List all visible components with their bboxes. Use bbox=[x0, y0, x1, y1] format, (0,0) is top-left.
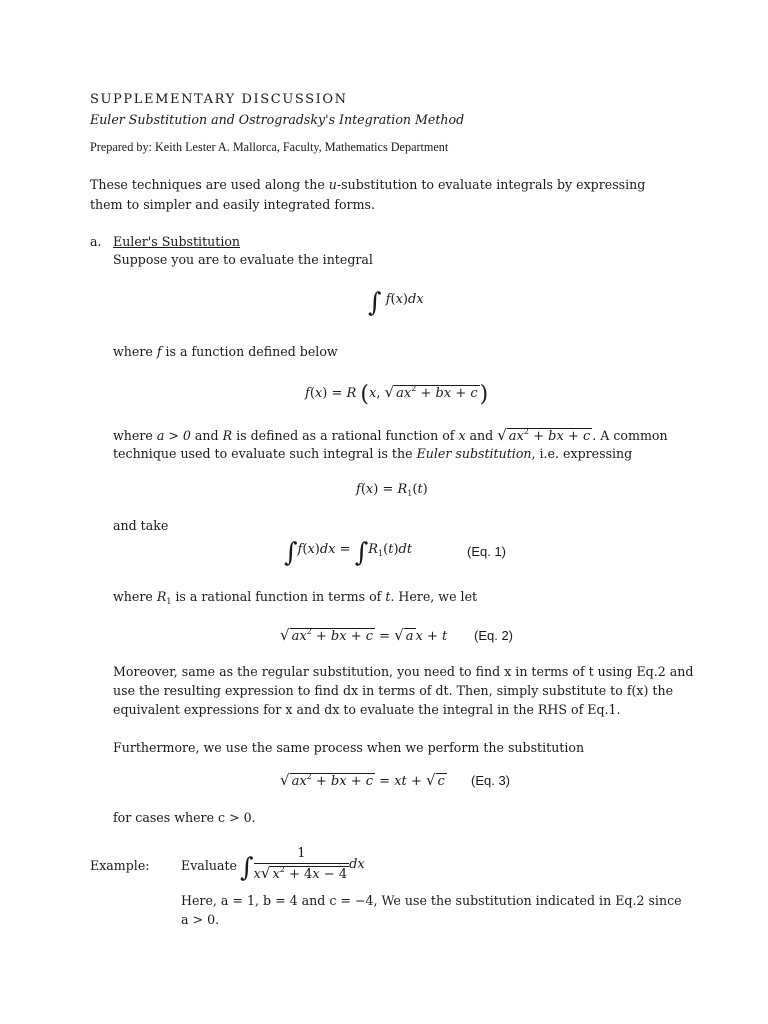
paragraph-where-r1: where $R_1$ is a rational function in terms of t. Here, we let bbox=[113, 589, 478, 606]
equation-1-tag: (Eq. 1) bbox=[467, 544, 507, 559]
section-heading: Euler's Substitution bbox=[113, 234, 241, 249]
equation-integral: ∫ f(x)dx bbox=[368, 288, 424, 318]
paragraph-moreover-line2: use the resulting expression to find dx in terms of dt. Then, simply substitute to f(x) the bbox=[113, 683, 674, 698]
paragraph-and-take: and take bbox=[113, 518, 169, 533]
example-here-line1: Here, a = 1, b = 4 and c = −4, We use the substitution indicated in Eq.2 since bbox=[181, 893, 682, 908]
paragraph-moreover-line1: Moreover, same as the regular substitution, you need to find x in terms of t using Eq.2 and bbox=[113, 664, 694, 679]
example-fraction-numerator: 1 bbox=[254, 845, 350, 864]
example-evaluate-label: Evaluate bbox=[181, 858, 237, 873]
equation-f-definition: f(x) = R (x, √ $ax^2$ + bx + c) bbox=[305, 382, 489, 407]
example-here-line2: a > 0. bbox=[181, 912, 220, 927]
example-label: Example: bbox=[90, 858, 150, 873]
paragraph-cases: for cases where c > 0. bbox=[113, 810, 256, 825]
paragraph-where-a-line2: technique used to evaluate such integral is the Euler substitution, i.e. expressing bbox=[113, 446, 633, 461]
equation-3-tag: (Eq. 3) bbox=[471, 773, 511, 788]
page-subtitle: Euler Substitution and Ostrogradsky's Integration Method bbox=[90, 112, 465, 127]
paragraph-suppose: Suppose you are to evaluate the integral bbox=[113, 252, 373, 267]
paragraph-where-a-line1: where a > 0 and R is defined as a rational function of x and √ $ax^2$ + bx + c . A common bbox=[113, 425, 668, 447]
author-line: Prepared by: Keith Lester A. Mallorca, Faculty, Mathematics Department bbox=[90, 140, 449, 154]
paragraph-where-f: where f is a function defined below bbox=[113, 344, 338, 359]
equation-3: √ $ax^2$ + bx + c = xt + √ c bbox=[280, 771, 445, 789]
intro-paragraph: These techniques are used along the u-substitution to evaluate integrals by expressing them to simpler and easily integrated forms. bbox=[90, 177, 646, 212]
equation-f-equals-r1: $f(x) = R_1(t)$ bbox=[356, 482, 428, 498]
example-integral: ∫ $\frac{1}{x√ x^2 + 4x - 4}$ dx bbox=[240, 846, 365, 883]
inline-sqrt: √ $ax^2$ + bx + c bbox=[497, 426, 591, 444]
equation-1: $\int f(x)dx = \int R_1(t)dt$ bbox=[284, 538, 413, 568]
equation-2-tag: (Eq. 2) bbox=[474, 628, 514, 643]
equation-2: √ $ax^2$ + bx + c = √ a x + t bbox=[280, 626, 448, 644]
paragraph-moreover-line3: equivalent expressions for x and dx to evaluate the integral in the RHS of Eq.1. bbox=[113, 702, 621, 717]
paragraph-furthermore: Furthermore, we use the same process when we perform the substitution bbox=[113, 740, 585, 755]
page-title: SUPPLEMENTARY DISCUSSION bbox=[90, 92, 348, 107]
section-marker: a. bbox=[90, 234, 102, 249]
